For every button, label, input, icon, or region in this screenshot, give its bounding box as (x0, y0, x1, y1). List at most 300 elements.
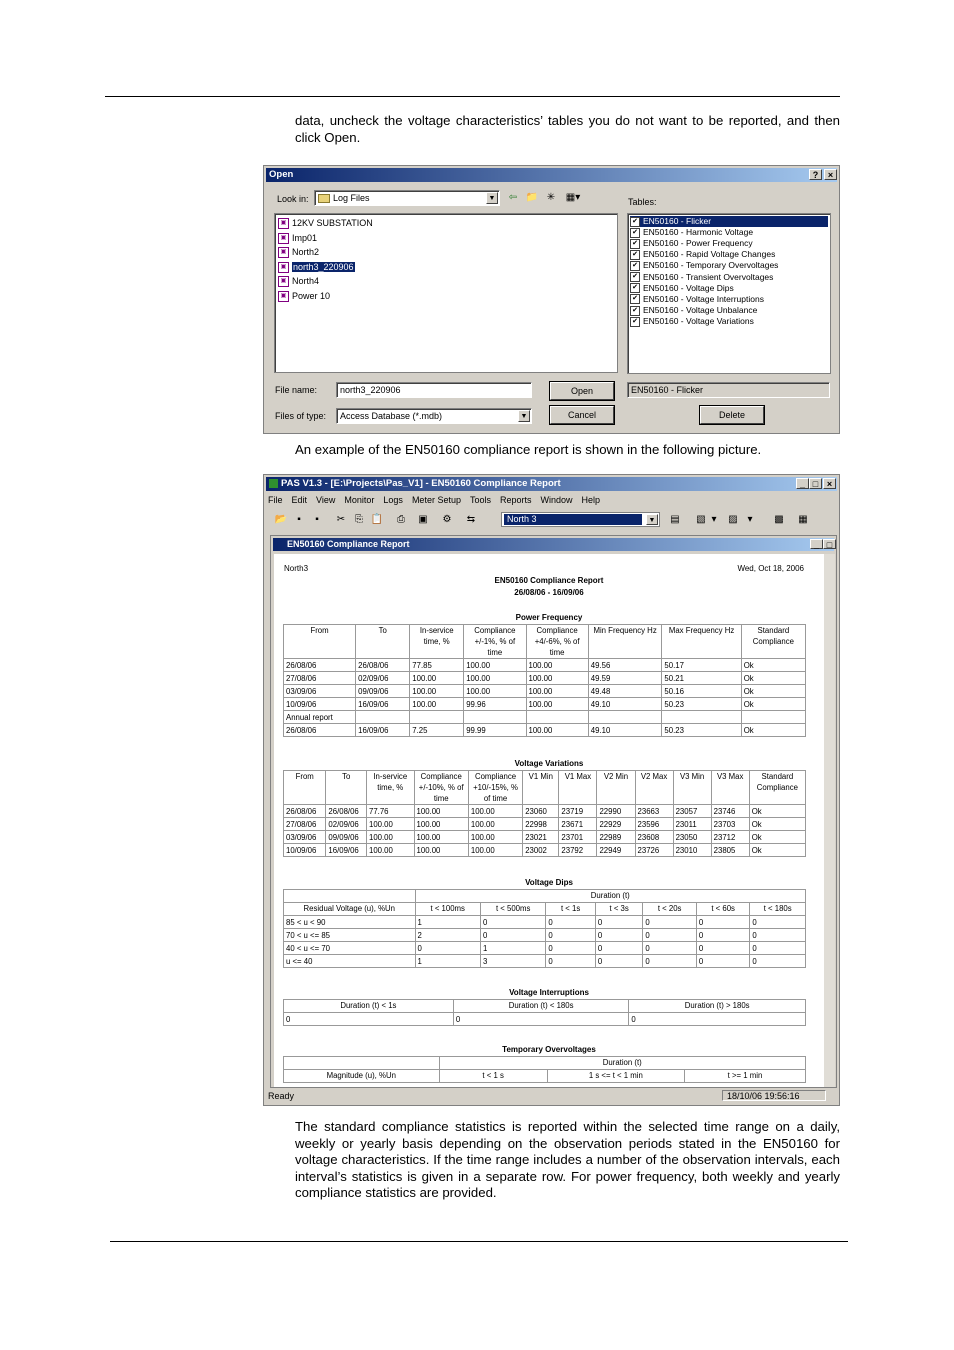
table-cell: 23011 (673, 818, 711, 831)
checkbox-checked-icon[interactable]: ✔ (630, 283, 640, 293)
menu-item[interactable]: Edit (291, 495, 308, 505)
table-cell: 16/09/06 (326, 844, 367, 857)
table-cell: 23057 (673, 805, 711, 818)
child-minimize-button[interactable]: _ (810, 539, 823, 549)
table-header-cell: Compliance +4/-6%, % of time (526, 625, 588, 659)
table-cell (662, 711, 741, 724)
table-cell: 23746 (711, 805, 749, 818)
table-cell: 49.10 (588, 698, 662, 711)
report-scrollbar[interactable] (824, 554, 835, 1087)
table-cell: Ok (741, 685, 805, 698)
table-cell: 100.00 (464, 672, 526, 685)
table-cell: 0 (750, 916, 806, 929)
table-cell: 0 (595, 929, 643, 942)
table-header-cell: 1 s <= t < 1 min (547, 1070, 684, 1083)
table-header-cell: Duration (t) < 1s (284, 1000, 454, 1013)
tables-list[interactable] (627, 213, 831, 374)
table-cell: 0 (750, 942, 806, 955)
table-header-cell: t >= 1 min (684, 1070, 805, 1083)
checkbox-checked-icon[interactable]: ✔ (630, 294, 640, 304)
table-cell: 100.00 (366, 818, 414, 831)
table-header-cell: Compliance +/-10%, % of time (414, 771, 468, 805)
table-cell: 23050 (673, 831, 711, 844)
table-cell: 49.10 (588, 724, 662, 737)
paste-icon[interactable]: 📋 (370, 514, 384, 525)
table-cell: 100.00 (468, 844, 522, 857)
table-header-cell: t < 180s (750, 903, 806, 916)
table-cell: 100.00 (410, 685, 464, 698)
table-cell: 50.23 (662, 724, 741, 737)
table-cell: 0 (643, 929, 696, 942)
status-timestamp: 18/10/06 19:56:16 (722, 1090, 826, 1101)
duration-label: Duration (t) (415, 890, 805, 903)
table-cell: 0 (643, 916, 696, 929)
table-cell: 100.00 (414, 805, 468, 818)
table-row (284, 672, 806, 685)
download-icon[interactable]: ▨ (728, 514, 738, 525)
database-file-icon: ▣ (278, 262, 289, 273)
table-row (284, 916, 806, 929)
table-cell: 23703 (711, 818, 749, 831)
table-header-cell: t < 60s (696, 903, 749, 916)
table-header-cell (284, 1057, 440, 1070)
table-checklist-item[interactable] (630, 294, 828, 305)
table-cell: 100.00 (414, 831, 468, 844)
delete-button[interactable]: Delete (700, 406, 764, 424)
temporary-overvoltages-table (283, 1056, 806, 1083)
table-cell (464, 711, 526, 724)
table-checklist-label: EN50160 - Flicker (643, 216, 712, 226)
table-checklist-label: EN50160 - Voltage Variations (643, 315, 754, 326)
table-header-cell: t < 1 s (439, 1070, 547, 1083)
file-item[interactable] (278, 290, 330, 303)
table-cell (741, 711, 805, 724)
closing-paragraph: The standard compliance statistics is reported within the selected time range on a daily, weekly or yearly basis depending on the observation periods stated in the EN50160 for voltage characteristics. If the time range includes a number of the observation intervals, each interval’s statistics is given in a separate row. For power frequency, both weekly and yearly compliance statistics are provided. (295, 1119, 840, 1201)
window-close-button[interactable]: × (823, 478, 836, 489)
table-checklist-item[interactable] (630, 216, 828, 227)
table-cell: 03/09/06 (284, 831, 326, 844)
file-list[interactable] (274, 213, 618, 373)
report-child-titlebar (273, 538, 834, 551)
database-file-icon: ▣ (278, 276, 289, 287)
dropdown-icon[interactable]: ▾ (711, 514, 717, 525)
table-cell: 0 (750, 955, 806, 968)
file-item-label: North4 (292, 276, 320, 286)
table-cell (588, 711, 662, 724)
table-cell: 49.59 (588, 672, 662, 685)
table-cell: 23805 (711, 844, 749, 857)
open-button[interactable]: Open (550, 382, 614, 400)
table-header-cell: Duration (t) < 180s (453, 1000, 629, 1013)
table-cell: 0 (415, 942, 480, 955)
copy-icon[interactable]: ⎘ (355, 514, 363, 525)
table-cell: 23002 (523, 844, 559, 857)
file-name-label: File name: (275, 385, 318, 395)
table-cell: Ok (741, 659, 805, 672)
menu-item[interactable]: View (316, 495, 336, 505)
tables-label: Tables: (628, 197, 657, 207)
table-cell: Ok (749, 818, 805, 831)
file-item-label: North2 (292, 247, 320, 257)
file-item-label: Power 10 (292, 290, 331, 301)
table-header-cell: In-service time, % (366, 771, 414, 805)
minimize-button[interactable]: _ (796, 478, 809, 489)
table-cell: 23010 (673, 844, 711, 857)
graph-icon[interactable]: ▦ (798, 514, 808, 525)
monitor-icon[interactable]: ▧ (696, 514, 706, 525)
table-cell: 23792 (559, 844, 597, 857)
table-cell: 0 (696, 916, 749, 929)
file-item[interactable] (278, 232, 317, 245)
dropdown-icon[interactable]: ▾ (747, 514, 753, 525)
table-header-cell (284, 890, 416, 903)
table-header-row (284, 1000, 806, 1013)
table-cell: 99.96 (464, 698, 526, 711)
table-checklist-label: EN50160 - Temporary Overvoltages (643, 260, 779, 271)
toolbar (268, 510, 835, 530)
help-button[interactable]: ? (809, 169, 822, 180)
table-cell: 22998 (523, 818, 559, 831)
table-cell: 0 (696, 929, 749, 942)
table-checklist-label: EN50160 - Voltage Unbalance (643, 304, 758, 315)
report-site: North3 (284, 564, 309, 573)
table-checklist-label: EN50160 - Rapid Voltage Changes (643, 249, 776, 260)
table-cell (410, 711, 464, 724)
duration-label: Duration (t) (439, 1057, 806, 1070)
file-item-label: Imp01 (292, 232, 318, 243)
table-checklist-item[interactable] (630, 283, 828, 294)
table-cell: 26/08/06 (284, 805, 326, 818)
table-row (284, 818, 806, 831)
table-checklist-item[interactable] (630, 227, 828, 238)
table-cell: 23719 (559, 805, 597, 818)
power-frequency-title: Power Frequency (515, 613, 583, 622)
table-row (284, 659, 806, 672)
table-header-cell: Duration (t) > 180s (629, 1000, 806, 1013)
table-checklist-item[interactable] (630, 238, 828, 249)
checkbox-checked-icon[interactable]: ✔ (630, 272, 640, 282)
table-cell: 09/09/06 (326, 831, 367, 844)
table-row (284, 929, 806, 942)
table-header-cell: In-service time, % (410, 625, 464, 659)
table-cell: 23712 (711, 831, 749, 844)
table-cell: 22949 (597, 844, 635, 857)
table-header-cell: From (284, 625, 356, 659)
table-cell: 0 (480, 929, 545, 942)
files-of-type-label: Files of type: (275, 411, 327, 421)
table-cell: Ok (741, 724, 805, 737)
file-item[interactable] (278, 261, 355, 274)
table-cell: 27/08/06 (284, 672, 356, 685)
table-cell: 100.00 (468, 818, 522, 831)
table-cell: 100.00 (468, 831, 522, 844)
footer-rule (110, 1241, 848, 1242)
menu-bar (268, 494, 609, 507)
table-header-row (284, 903, 806, 916)
folder-icon (318, 194, 330, 203)
table-cell: 10/09/06 (284, 698, 356, 711)
table-cell: 100.00 (366, 844, 414, 857)
table-cell: 0 (480, 916, 545, 929)
table-cell: 100.00 (526, 724, 588, 737)
database-file-icon: ▣ (278, 247, 289, 258)
table-checklist-item[interactable] (630, 272, 828, 283)
table-cell: 2 (415, 929, 480, 942)
files-of-type-dropdown[interactable] (336, 408, 532, 424)
duration-header-row (284, 890, 806, 903)
menu-item[interactable]: Help (581, 495, 601, 505)
menu-item[interactable]: Reports (499, 495, 532, 505)
table-row (284, 942, 806, 955)
report-child-title: EN50160 Compliance Report (287, 539, 410, 549)
table-cell: 26/08/06 (284, 659, 356, 672)
table-header-cell: t < 1s (546, 903, 595, 916)
table-cell: 0 (696, 942, 749, 955)
report-title: EN50160 Compliance Report (494, 576, 604, 585)
table-cell: Ok (749, 844, 805, 857)
table-header-cell: Standard Compliance (741, 625, 805, 659)
table-checklist-label: EN50160 - Harmonic Voltage (643, 227, 754, 238)
table-checklist-label: EN50160 - Power Frequency (643, 238, 753, 249)
table-cell: 27/08/06 (284, 818, 326, 831)
table-header-cell: V3 Min (673, 771, 711, 805)
status-ready: Ready (268, 1091, 295, 1101)
table-header-cell: Residual Voltage (u), %Un (284, 903, 416, 916)
menu-item[interactable]: Window (540, 495, 573, 505)
table-cell: 0 (643, 942, 696, 955)
menu-item[interactable]: Meter Setup (411, 495, 461, 505)
table-row (284, 724, 806, 737)
table-cell: 50.23 (662, 698, 741, 711)
table-cell: 100.00 (464, 659, 526, 672)
table-cell: 1 (415, 916, 480, 929)
table-checklist-item[interactable] (630, 260, 828, 271)
look-in-label: Look in: (277, 194, 309, 204)
table-cell (356, 711, 410, 724)
chart-icon[interactable]: ▩ (774, 514, 784, 525)
checkbox-checked-icon[interactable]: ✔ (630, 317, 640, 327)
table-cell: Ok (741, 672, 805, 685)
table-cell: Ok (741, 698, 805, 711)
temporary-overvoltages-title: Temporary Overvoltages (502, 1045, 596, 1054)
look-in-value: Log Files (333, 193, 370, 203)
table-cell: 70 < u <= 85 (284, 929, 416, 942)
connect-icon[interactable]: ⇆ (466, 514, 476, 525)
example-paragraph: An example of the EN50160 compliance report is shown in the following picture. (295, 442, 762, 457)
file-item-label: 12KV SUBSTATION (292, 218, 373, 228)
checkbox-checked-icon[interactable]: ✔ (630, 250, 640, 260)
table-cell: 0 (643, 955, 696, 968)
table-cell: 26/08/06 (356, 659, 410, 672)
open-folder-icon[interactable]: 📂 (274, 514, 288, 525)
table-cell: 50.21 (662, 672, 741, 685)
power-frequency-table (283, 624, 806, 737)
table-cell: 0 (595, 916, 643, 929)
duration-header-row (284, 1057, 806, 1070)
table-cell: 100.00 (526, 698, 588, 711)
table-cell: u <= 40 (284, 955, 416, 968)
database-file-icon: ▣ (278, 233, 289, 244)
preview-icon[interactable]: ▣ (418, 514, 428, 525)
table-cell: 23596 (635, 818, 673, 831)
table-cell: 7.25 (410, 724, 464, 737)
table-header-cell: t < 20s (643, 903, 696, 916)
file-item[interactable] (278, 217, 373, 230)
checkbox-checked-icon[interactable]: ✔ (630, 217, 640, 227)
menu-item[interactable]: Tools (469, 495, 491, 505)
table-checklist-label: EN50160 - Transient Overvoltages (643, 271, 774, 282)
table-cell: 100.00 (464, 685, 526, 698)
table-cell: 23726 (635, 844, 673, 857)
table-cell: 16/09/06 (356, 698, 410, 711)
table-cell: Annual report (284, 711, 356, 724)
table-cell: 50.16 (662, 685, 741, 698)
table-cell: 02/09/06 (356, 672, 410, 685)
menu-item[interactable]: Monitor (344, 495, 375, 505)
table-row (284, 1013, 806, 1026)
open-dialog-titlebar (266, 168, 837, 182)
table-checklist-item[interactable] (630, 316, 828, 327)
table-cell: 10/09/06 (284, 844, 326, 857)
back-icon[interactable]: ⇦ (508, 192, 518, 203)
table-cell: 1 (415, 955, 480, 968)
table-header-cell: V1 Min (523, 771, 559, 805)
table-cell: 02/09/06 (326, 818, 367, 831)
checkbox-checked-icon[interactable]: ✔ (630, 261, 640, 271)
header-rule (105, 96, 840, 97)
table-cell: 85 < u < 90 (284, 916, 416, 929)
save-all-icon[interactable]: ▪ (315, 514, 319, 525)
table-cell: 0 (546, 929, 595, 942)
table-cell: 100.00 (526, 672, 588, 685)
table-cell: 40 < u <= 70 (284, 942, 416, 955)
app-icon (269, 479, 278, 488)
file-item[interactable] (278, 246, 319, 259)
table-cell: 23021 (523, 831, 559, 844)
table-cell: 3 (480, 955, 545, 968)
file-name-input[interactable]: north3_220906 (336, 382, 532, 398)
table-cell: 49.48 (588, 685, 662, 698)
database-file-icon: ▣ (278, 291, 289, 302)
table-cell: 0 (546, 942, 595, 955)
table-cell: 22929 (597, 818, 635, 831)
file-item[interactable] (278, 275, 319, 288)
table-cell: 23671 (559, 818, 597, 831)
chevron-down-icon: ▼ (518, 410, 530, 422)
table-cell: 0 (595, 942, 643, 955)
table-cell: 1 (480, 942, 545, 955)
table-cell: 100.00 (366, 831, 414, 844)
table-row (284, 844, 806, 857)
voltage-dips-table (283, 889, 806, 968)
table-header-row (284, 1070, 806, 1083)
table-header-cell: t < 3s (595, 903, 643, 916)
table-cell: 22990 (597, 805, 635, 818)
table-cell: 0 (750, 929, 806, 942)
status-bar (266, 1089, 837, 1103)
table-cell: 0 (284, 1013, 454, 1026)
table-cell: 03/09/06 (284, 685, 356, 698)
save-icon[interactable]: ▪ (297, 514, 301, 525)
pas-title: PAS V1.3 - [E:\Projects\Pas_V1] - EN50160 Compliance Report (281, 478, 561, 489)
voltage-interruptions-table (283, 999, 806, 1026)
table-cell: 26/08/06 (284, 724, 356, 737)
up-folder-icon[interactable]: 📁 (525, 192, 539, 203)
table-row (284, 685, 806, 698)
table-header-cell: From (284, 771, 326, 805)
cancel-button[interactable]: Cancel (550, 406, 614, 424)
checkbox-checked-icon[interactable]: ✔ (630, 239, 640, 249)
voltage-variations-title: Voltage Variations (514, 759, 584, 768)
table-header-cell: V2 Max (635, 771, 673, 805)
table-cell: 0 (546, 916, 595, 929)
table-cell: 0 (629, 1013, 806, 1026)
open-dialog-title: Open (269, 169, 294, 180)
maximize-button[interactable]: □ (809, 478, 822, 489)
table-header-row (284, 771, 806, 805)
table-cell: 50.17 (662, 659, 741, 672)
open-dialog (263, 165, 840, 434)
selected-table-display: EN50160 - Flicker (627, 382, 830, 398)
look-in-dropdown[interactable] (314, 190, 500, 206)
table-icon[interactable]: ▤ (670, 514, 680, 525)
table-cell: 0 (595, 955, 643, 968)
child-maximize-button[interactable]: □ (823, 539, 836, 549)
table-cell: 100.00 (414, 818, 468, 831)
table-checklist-item[interactable] (630, 305, 828, 316)
table-cell: 100.00 (410, 672, 464, 685)
table-checklist-item[interactable] (630, 249, 828, 260)
table-cell: Ok (749, 831, 805, 844)
table-checklist-label: EN50160 - Voltage Dips (643, 282, 734, 293)
table-header-cell: Magnitude (u), %Un (284, 1070, 440, 1083)
table-cell: 49.56 (588, 659, 662, 672)
report-date: Wed, Oct 18, 2006 (737, 564, 804, 573)
table-row (284, 805, 806, 818)
site-selector[interactable] (501, 512, 660, 527)
cut-icon[interactable]: ✂ (336, 514, 346, 525)
close-button[interactable]: × (824, 169, 837, 180)
table-row (284, 831, 806, 844)
report-page (274, 554, 824, 1087)
table-cell: 0 (453, 1013, 629, 1026)
table-header-cell: Min Frequency Hz (588, 625, 662, 659)
table-cell: 26/08/06 (326, 805, 367, 818)
table-cell: 77.76 (366, 805, 414, 818)
new-folder-icon[interactable]: ✳ (546, 192, 556, 203)
table-header-cell: Standard Compliance (749, 771, 805, 805)
voltage-variations-table (283, 770, 806, 857)
table-cell: Ok (749, 805, 805, 818)
table-cell: 100.00 (526, 659, 588, 672)
checkbox-checked-icon[interactable]: ✔ (630, 228, 640, 238)
site-selector-value: North 3 (504, 514, 642, 525)
setup-icon[interactable]: ⚙ (442, 514, 452, 525)
voltage-interruptions-title: Voltage Interruptions (509, 988, 589, 997)
table-cell: 100.00 (468, 805, 522, 818)
print-icon[interactable]: ⎙ (397, 514, 405, 525)
view-menu-icon[interactable]: ▦▾ (565, 192, 581, 203)
table-row (284, 711, 806, 724)
menu-item[interactable]: Logs (383, 495, 403, 505)
table-cell: 23663 (635, 805, 673, 818)
checkbox-checked-icon[interactable]: ✔ (630, 306, 640, 316)
table-header-cell: V2 Min (597, 771, 635, 805)
table-cell: 100.00 (414, 844, 468, 857)
pas-window (263, 474, 840, 1106)
menu-item[interactable]: File (268, 495, 283, 505)
table-header-cell: Max Frequency Hz (662, 625, 741, 659)
